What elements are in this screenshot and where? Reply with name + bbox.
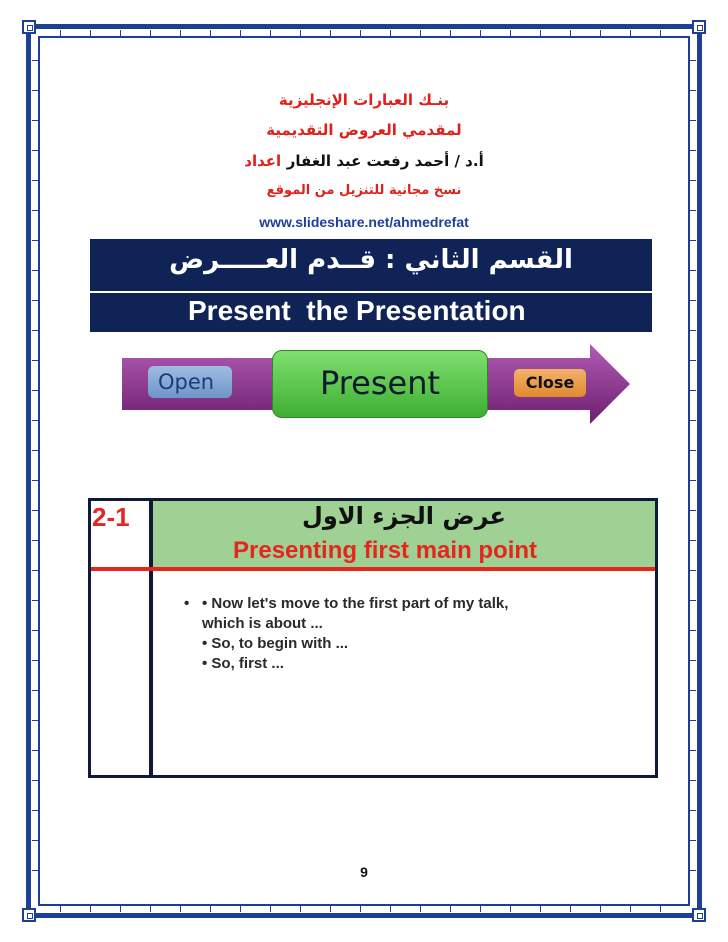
border-tick xyxy=(660,30,661,36)
border-tick xyxy=(210,906,211,912)
border-tick xyxy=(570,906,571,912)
border-tick xyxy=(32,360,38,361)
border-tick xyxy=(32,810,38,811)
border-tick xyxy=(32,720,38,721)
header-subtitle-ar: لمقدمي العروض التقديمية xyxy=(266,121,462,139)
border-tick xyxy=(690,180,696,181)
border-tick xyxy=(240,906,241,912)
border-tick xyxy=(690,720,696,721)
section-banner xyxy=(90,239,652,332)
corner-ornament xyxy=(692,20,706,34)
number-column xyxy=(88,498,153,778)
border-tick xyxy=(690,660,696,661)
border-tick xyxy=(330,30,331,36)
border-tick xyxy=(150,30,151,36)
border-tick xyxy=(210,30,211,36)
border-tick xyxy=(600,906,601,912)
phrase-line: which is about ... xyxy=(202,615,323,632)
border-tick xyxy=(32,330,38,331)
border-tick xyxy=(60,906,61,912)
border-tick xyxy=(690,780,696,781)
border-tick xyxy=(32,510,38,511)
section-title-ar: القسم الثاني : قــدم العـــــرض xyxy=(169,245,573,275)
border-tick xyxy=(360,906,361,912)
process-arrow xyxy=(122,344,632,432)
border-tick xyxy=(420,906,421,912)
border-tick xyxy=(600,30,601,36)
border-tick xyxy=(300,906,301,912)
border-tick xyxy=(32,600,38,601)
border-tick xyxy=(120,906,121,912)
border-tick xyxy=(690,690,696,691)
step-open: Open xyxy=(148,366,232,398)
header-underline xyxy=(91,567,655,571)
border-tick xyxy=(510,906,511,912)
header-title-ar: بنـك العبارات الإنجليزية xyxy=(278,91,450,109)
border-tick xyxy=(450,30,451,36)
border-tick xyxy=(690,630,696,631)
border-tick xyxy=(690,60,696,61)
download-note: نسخ مجانية للتنزيل من الموقع xyxy=(266,183,462,198)
border-tick xyxy=(570,30,571,36)
border-tick xyxy=(540,30,541,36)
border-tick xyxy=(120,30,121,36)
border-tick xyxy=(690,300,696,301)
bullet-marker: • xyxy=(184,595,190,612)
border-tick xyxy=(690,360,696,361)
border-tick xyxy=(690,750,696,751)
section-title-en: Present the Presentation xyxy=(188,295,526,326)
border-tick xyxy=(690,450,696,451)
author-name: أ.د / أحمد رفعت عبد الغفار xyxy=(286,152,484,170)
border-tick xyxy=(90,906,91,912)
border-tick xyxy=(630,906,631,912)
border-tick xyxy=(150,906,151,912)
border-tick xyxy=(690,540,696,541)
border-tick xyxy=(690,330,696,331)
border-tick xyxy=(180,30,181,36)
border-tick xyxy=(240,30,241,36)
corner-ornament xyxy=(692,908,706,922)
border-tick xyxy=(480,30,481,36)
item-number: 2-1 xyxy=(92,502,130,532)
border-tick xyxy=(32,210,38,211)
page-number: 9 xyxy=(360,864,368,880)
border-tick xyxy=(32,570,38,571)
border-tick xyxy=(32,660,38,661)
border-tick xyxy=(90,30,91,36)
border-tick xyxy=(660,906,661,912)
border-tick xyxy=(32,780,38,781)
border-tick xyxy=(690,210,696,211)
border-tick xyxy=(540,906,541,912)
border-tick xyxy=(32,60,38,61)
border-tick xyxy=(60,30,61,36)
banner-divider xyxy=(90,291,652,293)
border-tick xyxy=(32,420,38,421)
border-tick xyxy=(300,30,301,36)
step-present: Present xyxy=(272,350,488,418)
border-tick xyxy=(32,240,38,241)
border-tick xyxy=(690,270,696,271)
step-close: Close xyxy=(514,369,586,397)
border-tick xyxy=(690,390,696,391)
border-tick xyxy=(270,906,271,912)
item-title-ar: عرض الجزء الاول xyxy=(302,502,506,530)
phrase-line: • So, first ... xyxy=(202,655,284,672)
border-tick xyxy=(360,30,361,36)
border-tick xyxy=(690,810,696,811)
border-tick xyxy=(32,450,38,451)
border-tick xyxy=(330,906,331,912)
corner-ornament xyxy=(22,20,36,34)
border-tick xyxy=(32,480,38,481)
site-url[interactable]: www.slideshare.net/ahmedrefat xyxy=(259,214,469,230)
border-tick xyxy=(32,300,38,301)
border-tick xyxy=(420,30,421,36)
border-tick xyxy=(32,690,38,691)
phrase-list xyxy=(184,594,508,674)
border-tick xyxy=(180,906,181,912)
border-tick xyxy=(690,600,696,601)
border-tick xyxy=(510,30,511,36)
corner-ornament xyxy=(22,908,36,922)
border-tick xyxy=(32,840,38,841)
border-tick xyxy=(630,30,631,36)
phrase-line: • So, to begin with ... xyxy=(202,635,349,652)
border-tick xyxy=(450,906,451,912)
border-tick xyxy=(690,510,696,511)
author-prefix: اعداد xyxy=(244,152,282,170)
border-tick xyxy=(690,240,696,241)
border-tick xyxy=(32,750,38,751)
border-tick xyxy=(390,30,391,36)
border-tick xyxy=(480,906,481,912)
border-tick xyxy=(270,30,271,36)
item-title-en: Presenting first main point xyxy=(233,537,538,564)
border-tick xyxy=(32,390,38,391)
header-author xyxy=(0,151,728,170)
phrase-line: • Now let's move to the first part of my talk, xyxy=(202,595,509,612)
border-tick xyxy=(690,570,696,571)
border-tick xyxy=(32,180,38,181)
border-tick xyxy=(32,630,38,631)
border-tick xyxy=(32,270,38,271)
border-tick xyxy=(690,420,696,421)
border-tick xyxy=(390,906,391,912)
border-tick xyxy=(690,480,696,481)
border-tick xyxy=(690,840,696,841)
border-tick xyxy=(32,540,38,541)
